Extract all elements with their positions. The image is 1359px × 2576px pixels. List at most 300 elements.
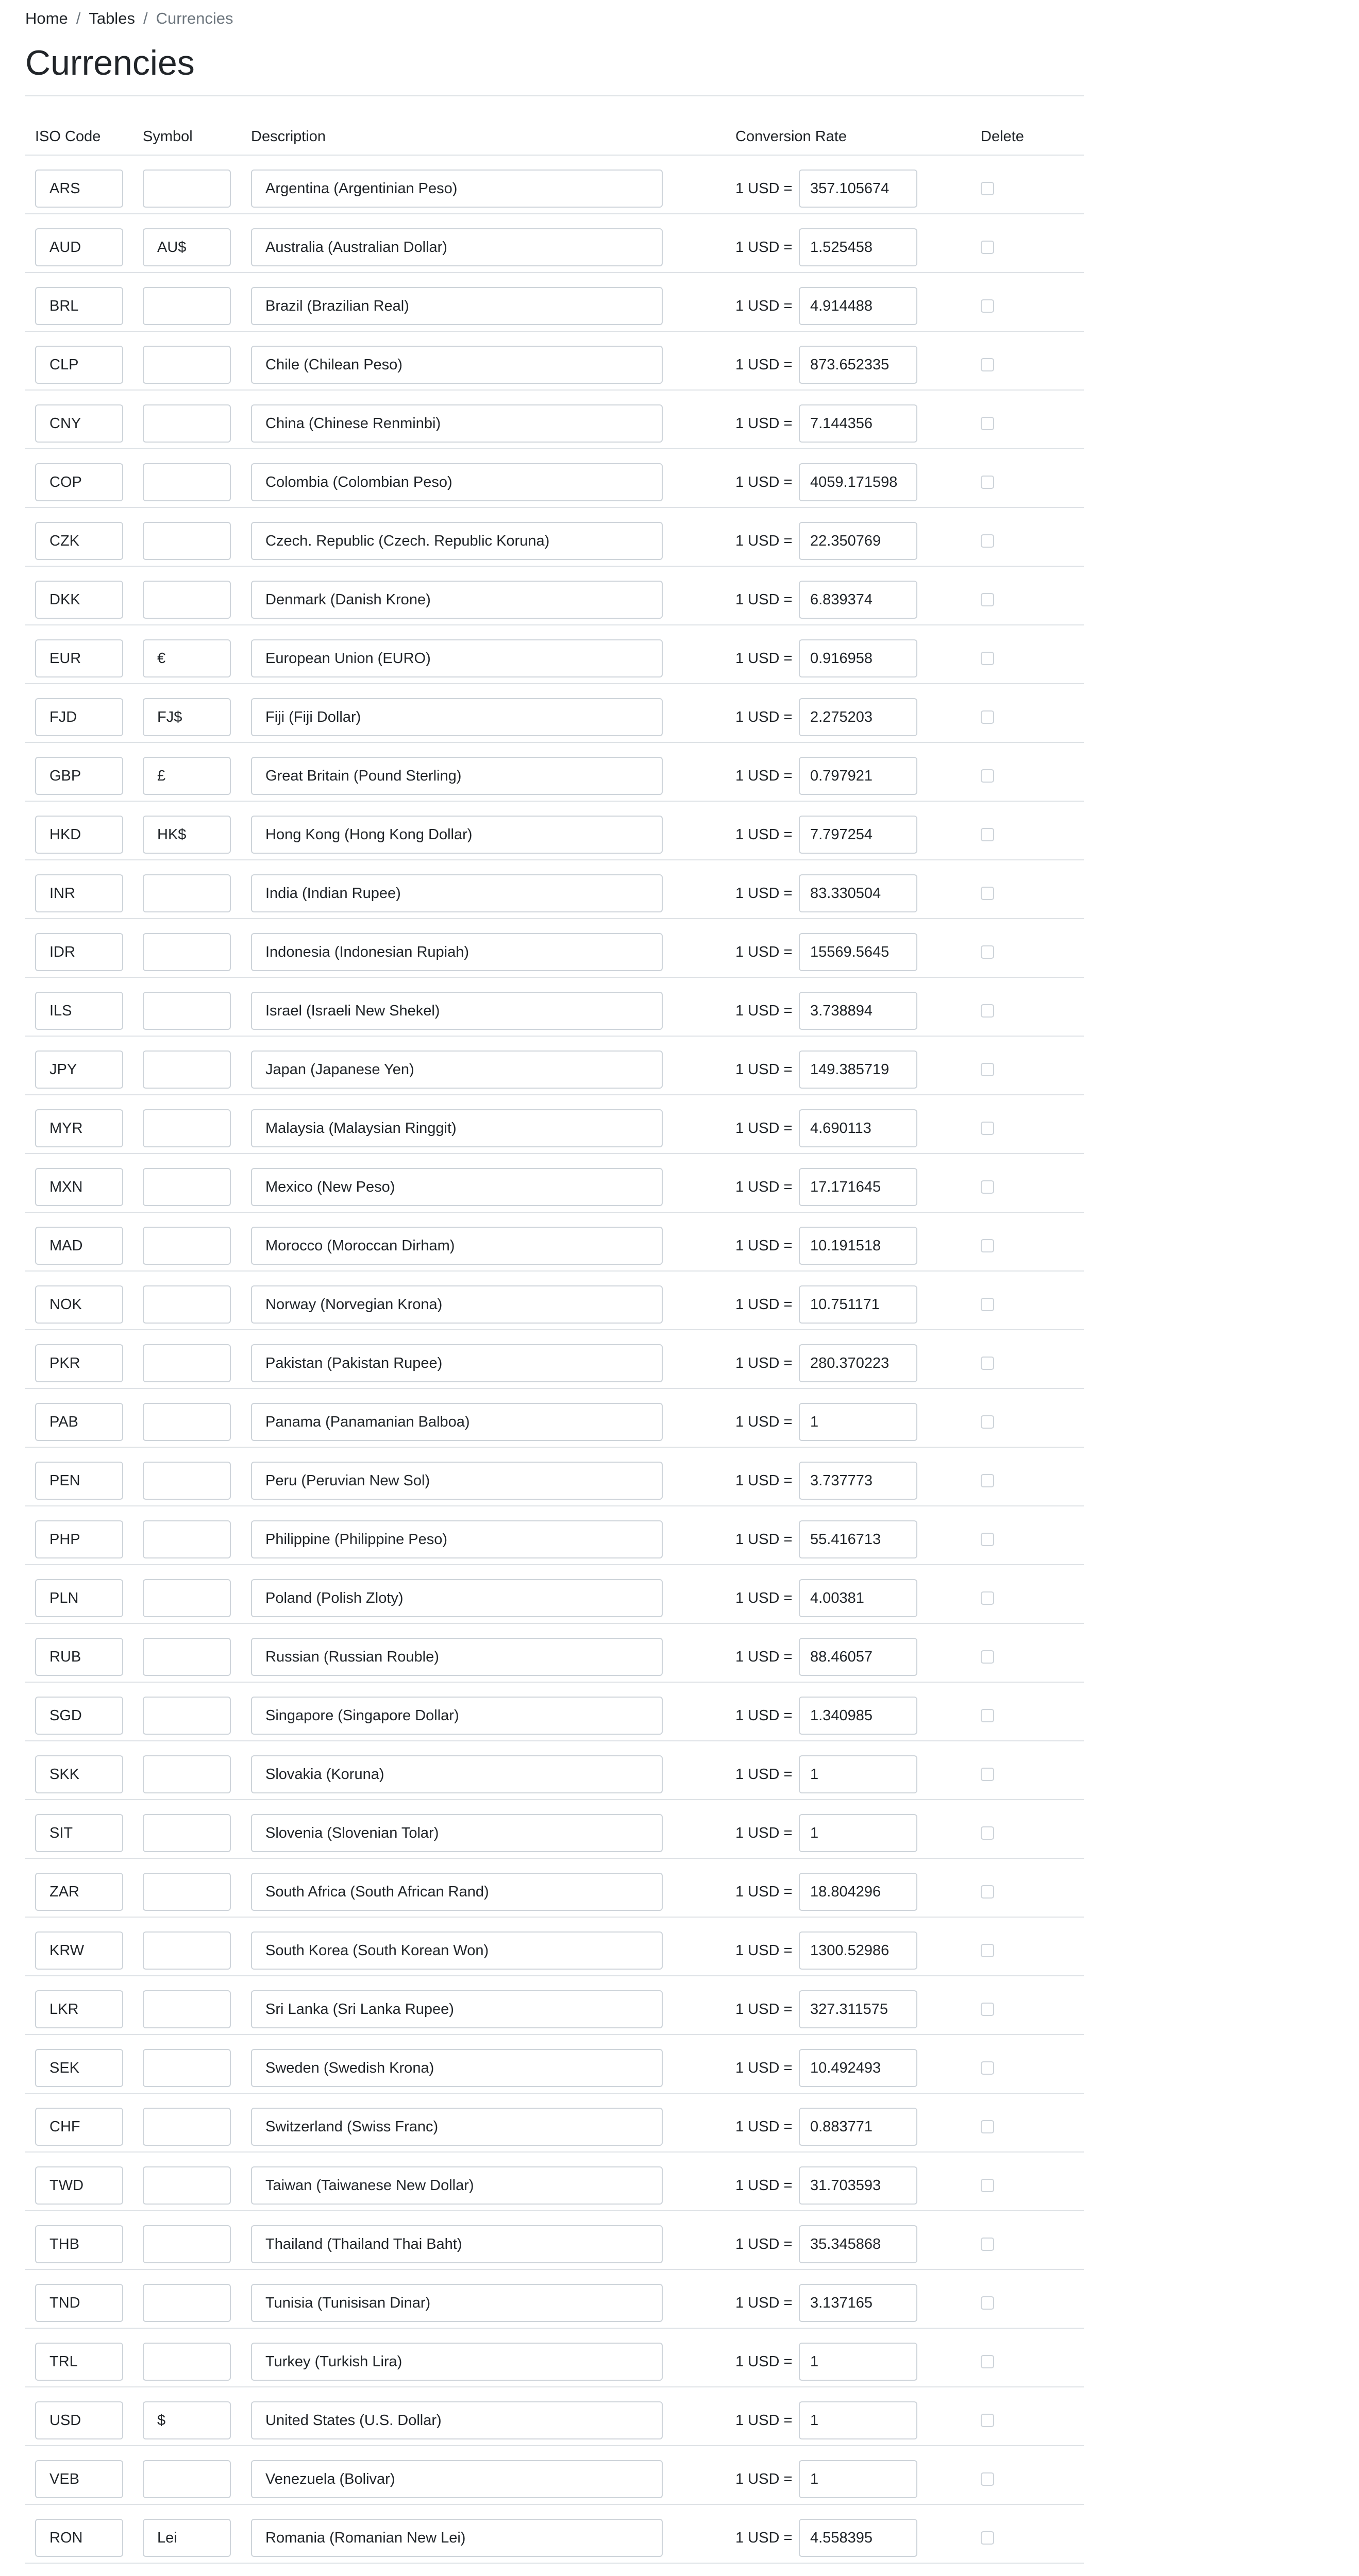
- symbol-input[interactable]: [143, 1873, 231, 1911]
- symbol-input[interactable]: [143, 1227, 231, 1265]
- rate-prefix-label: 1 USD =: [735, 415, 793, 432]
- symbol-input[interactable]: [143, 2108, 231, 2146]
- conversion-rate-input[interactable]: [799, 1579, 917, 1617]
- description-input[interactable]: [251, 874, 663, 912]
- currency-row: [25, 2505, 1084, 2564]
- currency-row: [25, 1506, 1084, 1565]
- description-input[interactable]: [251, 1873, 663, 1911]
- currency-row: [25, 273, 1084, 332]
- iso-code-input[interactable]: [35, 757, 123, 795]
- delete-checkbox[interactable]: [981, 2531, 994, 2545]
- iso-code-input[interactable]: [35, 2049, 123, 2087]
- rate-prefix-label: 1 USD =: [735, 1884, 793, 1900]
- conversion-rate-input[interactable]: [799, 1050, 917, 1089]
- conversion-rate-input[interactable]: [799, 287, 917, 325]
- iso-code-input[interactable]: [35, 1227, 123, 1265]
- currency-row: [25, 391, 1084, 449]
- iso-code-input[interactable]: [35, 346, 123, 384]
- delete-checkbox[interactable]: [981, 1768, 994, 1781]
- currency-row: [25, 567, 1084, 625]
- rate-prefix-label: 1 USD =: [735, 1766, 793, 1783]
- description-input[interactable]: [251, 2225, 663, 2263]
- description-input[interactable]: [251, 992, 663, 1030]
- iso-code-input[interactable]: [35, 1697, 123, 1735]
- symbol-input[interactable]: [143, 2166, 231, 2205]
- description-input[interactable]: [251, 639, 663, 677]
- description-input[interactable]: [251, 1579, 663, 1617]
- currency-row: [25, 2446, 1084, 2505]
- currency-row: [25, 860, 1084, 919]
- description-input[interactable]: [251, 228, 663, 266]
- symbol-input[interactable]: [143, 816, 231, 854]
- iso-code-input[interactable]: [35, 2225, 123, 2263]
- column-header-iso: ISO Code: [35, 128, 101, 145]
- symbol-input[interactable]: [143, 1168, 231, 1206]
- delete-checkbox[interactable]: [981, 2120, 994, 2133]
- description-input[interactable]: [251, 522, 663, 560]
- breadcrumb-current: Currencies: [156, 9, 233, 27]
- delete-checkbox[interactable]: [981, 593, 994, 606]
- rate-prefix-label: 1 USD =: [735, 239, 793, 256]
- description-input[interactable]: [251, 2519, 663, 2557]
- iso-code-input[interactable]: [35, 639, 123, 677]
- conversion-rate-input[interactable]: [799, 1227, 917, 1265]
- delete-checkbox[interactable]: [981, 945, 994, 959]
- rate-prefix-label: 1 USD =: [735, 650, 793, 667]
- description-input[interactable]: [251, 346, 663, 384]
- conversion-rate-input[interactable]: [799, 1638, 917, 1676]
- delete-checkbox[interactable]: [981, 2061, 994, 2075]
- currency-row: [25, 2153, 1084, 2211]
- iso-code-input[interactable]: [35, 816, 123, 854]
- description-input[interactable]: [251, 1755, 663, 1793]
- currency-row: [25, 2094, 1084, 2153]
- delete-checkbox[interactable]: [981, 2179, 994, 2192]
- rate-prefix-label: 1 USD =: [735, 1531, 793, 1548]
- currency-row: [25, 2270, 1084, 2329]
- currency-row: [25, 2387, 1084, 2446]
- conversion-rate-input[interactable]: [799, 1344, 917, 1382]
- description-input[interactable]: [251, 1403, 663, 1441]
- conversion-rate-input[interactable]: [799, 1755, 917, 1793]
- currency-row: [25, 919, 1084, 978]
- iso-code-input[interactable]: [35, 1050, 123, 1089]
- rate-prefix-label: 1 USD =: [735, 1590, 793, 1606]
- conversion-rate-input[interactable]: [799, 581, 917, 619]
- delete-checkbox[interactable]: [981, 1180, 994, 1194]
- conversion-rate-input[interactable]: [799, 874, 917, 912]
- iso-code-input[interactable]: [35, 698, 123, 736]
- currency-row: [25, 1565, 1084, 1624]
- conversion-rate-input[interactable]: [799, 2225, 917, 2263]
- rate-prefix-label: 1 USD =: [735, 1825, 793, 1841]
- description-input[interactable]: [251, 698, 663, 736]
- symbol-input[interactable]: [143, 1931, 231, 1970]
- symbol-input[interactable]: [143, 522, 231, 560]
- delete-checkbox[interactable]: [981, 2003, 994, 2016]
- rate-prefix-label: 1 USD =: [735, 944, 793, 960]
- conversion-rate-input[interactable]: [799, 992, 917, 1030]
- description-input[interactable]: [251, 581, 663, 619]
- iso-code-input[interactable]: [35, 1755, 123, 1793]
- currency-row: [25, 1154, 1084, 1213]
- breadcrumb: [25, 8, 233, 29]
- iso-code-input[interactable]: [35, 2343, 123, 2381]
- delete-checkbox[interactable]: [981, 1591, 994, 1605]
- conversion-rate-input[interactable]: [799, 346, 917, 384]
- conversion-rate-input[interactable]: [799, 2108, 917, 2146]
- rate-prefix-label: 1 USD =: [735, 826, 793, 843]
- description-input[interactable]: [251, 287, 663, 325]
- breadcrumb-home-link[interactable]: Home: [25, 9, 68, 27]
- currency-row: [25, 1859, 1084, 1918]
- symbol-input[interactable]: [143, 1285, 231, 1324]
- iso-code-input[interactable]: [35, 2108, 123, 2146]
- conversion-rate-input[interactable]: [799, 2519, 917, 2557]
- iso-code-input[interactable]: [35, 1520, 123, 1558]
- symbol-input[interactable]: [143, 1814, 231, 1852]
- rate-prefix-label: 1 USD =: [735, 2530, 793, 2546]
- iso-code-input[interactable]: [35, 2519, 123, 2557]
- rate-prefix-label: 1 USD =: [735, 2471, 793, 2487]
- rate-prefix-label: 1 USD =: [735, 2236, 793, 2252]
- delete-checkbox[interactable]: [981, 1650, 994, 1664]
- conversion-rate-input[interactable]: [799, 1109, 917, 1147]
- currency-row: [25, 1800, 1084, 1859]
- delete-checkbox[interactable]: [981, 182, 994, 195]
- iso-code-input[interactable]: [35, 228, 123, 266]
- symbol-input[interactable]: [143, 1520, 231, 1558]
- delete-checkbox[interactable]: [981, 887, 994, 900]
- breadcrumb-tables-link[interactable]: Tables: [89, 9, 135, 27]
- rate-prefix-label: 1 USD =: [735, 1707, 793, 1724]
- iso-code-input[interactable]: [35, 2166, 123, 2205]
- iso-code-input[interactable]: [35, 581, 123, 619]
- symbol-input[interactable]: [143, 698, 231, 736]
- rate-prefix-label: 1 USD =: [735, 709, 793, 725]
- currency-row: [25, 332, 1084, 391]
- iso-code-input[interactable]: [35, 1462, 123, 1500]
- symbol-input[interactable]: [143, 1050, 231, 1089]
- currency-row: [25, 978, 1084, 1037]
- delete-checkbox[interactable]: [981, 1826, 994, 1840]
- iso-code-input[interactable]: [35, 1990, 123, 2028]
- conversion-rate-input[interactable]: [799, 1403, 917, 1441]
- currency-row: [25, 1683, 1084, 1741]
- conversion-rate-input[interactable]: [799, 228, 917, 266]
- iso-code-input[interactable]: [35, 2284, 123, 2322]
- rate-prefix-label: 1 USD =: [735, 1003, 793, 1019]
- description-input[interactable]: [251, 1931, 663, 1970]
- conversion-rate-input[interactable]: [799, 404, 917, 443]
- symbol-input[interactable]: [143, 1990, 231, 2028]
- description-input[interactable]: [251, 1990, 663, 2028]
- conversion-rate-input[interactable]: [799, 1285, 917, 1324]
- delete-checkbox[interactable]: [981, 534, 994, 548]
- delete-checkbox[interactable]: [981, 1533, 994, 1546]
- symbol-input[interactable]: [143, 1109, 231, 1147]
- delete-checkbox[interactable]: [981, 1004, 994, 1018]
- rate-prefix-label: 1 USD =: [735, 1238, 793, 1254]
- symbol-input[interactable]: [143, 1462, 231, 1500]
- conversion-rate-input[interactable]: [799, 1814, 917, 1852]
- currency-row: [25, 1741, 1084, 1800]
- rate-prefix-label: 1 USD =: [735, 1472, 793, 1489]
- symbol-input[interactable]: [143, 228, 231, 266]
- currency-row: [25, 1272, 1084, 1330]
- description-input[interactable]: [251, 2401, 663, 2439]
- currency-row: [25, 1037, 1084, 1095]
- conversion-rate-input[interactable]: [799, 2284, 917, 2322]
- rate-prefix-label: 1 USD =: [735, 2060, 793, 2076]
- rate-prefix-label: 1 USD =: [735, 1120, 793, 1137]
- conversion-rate-input[interactable]: [799, 2401, 917, 2439]
- iso-code-input[interactable]: [35, 1638, 123, 1676]
- symbol-input[interactable]: [143, 287, 231, 325]
- conversion-rate-input[interactable]: [799, 2460, 917, 2498]
- delete-checkbox[interactable]: [981, 1357, 994, 1370]
- delete-checkbox[interactable]: [981, 1709, 994, 1722]
- iso-code-input[interactable]: [35, 1168, 123, 1206]
- description-input[interactable]: [251, 1814, 663, 1852]
- rate-prefix-label: 1 USD =: [735, 1649, 793, 1665]
- description-input[interactable]: [251, 2343, 663, 2381]
- conversion-rate-input[interactable]: [799, 170, 917, 208]
- symbol-input[interactable]: [143, 2401, 231, 2439]
- column-header-rate: Conversion Rate: [735, 128, 847, 145]
- delete-checkbox[interactable]: [981, 299, 994, 313]
- description-input[interactable]: [251, 404, 663, 443]
- rate-prefix-label: 1 USD =: [735, 533, 793, 549]
- iso-code-input[interactable]: [35, 1873, 123, 1911]
- description-input[interactable]: [251, 933, 663, 971]
- symbol-input[interactable]: [143, 874, 231, 912]
- iso-code-input[interactable]: [35, 874, 123, 912]
- currency-row: [25, 1330, 1084, 1389]
- rate-prefix-label: 1 USD =: [735, 2353, 793, 2370]
- delete-checkbox[interactable]: [981, 2472, 994, 2486]
- symbol-input[interactable]: [143, 2519, 231, 2557]
- currency-row: [25, 156, 1084, 214]
- description-input[interactable]: [251, 1168, 663, 1206]
- description-input[interactable]: [251, 2049, 663, 2087]
- delete-checkbox[interactable]: [981, 1298, 994, 1311]
- delete-checkbox[interactable]: [981, 1474, 994, 1487]
- iso-code-input[interactable]: [35, 287, 123, 325]
- delete-checkbox[interactable]: [981, 358, 994, 371]
- symbol-input[interactable]: [143, 404, 231, 443]
- description-input[interactable]: [251, 1109, 663, 1147]
- title-divider: [25, 95, 1084, 96]
- symbol-input[interactable]: [143, 1755, 231, 1793]
- iso-code-input[interactable]: [35, 2401, 123, 2439]
- currency-row: [25, 625, 1084, 684]
- iso-code-input[interactable]: [35, 2460, 123, 2498]
- delete-checkbox[interactable]: [981, 1063, 994, 1076]
- iso-code-input[interactable]: [35, 1109, 123, 1147]
- delete-checkbox[interactable]: [981, 1122, 994, 1135]
- currency-row: [25, 1389, 1084, 1448]
- symbol-input[interactable]: [143, 2284, 231, 2322]
- description-input[interactable]: [251, 1344, 663, 1382]
- conversion-rate-input[interactable]: [799, 522, 917, 560]
- iso-code-input[interactable]: [35, 1403, 123, 1441]
- delete-checkbox[interactable]: [981, 2414, 994, 2427]
- delete-checkbox[interactable]: [981, 2296, 994, 2310]
- rate-prefix-label: 1 USD =: [735, 1061, 793, 1078]
- symbol-input[interactable]: [143, 2343, 231, 2381]
- description-input[interactable]: [251, 1520, 663, 1558]
- currency-row: [25, 508, 1084, 567]
- conversion-rate-input[interactable]: [799, 757, 917, 795]
- conversion-rate-input[interactable]: [799, 1168, 917, 1206]
- iso-code-input[interactable]: [35, 992, 123, 1030]
- symbol-input[interactable]: [143, 170, 231, 208]
- iso-code-input[interactable]: [35, 1285, 123, 1324]
- delete-checkbox[interactable]: [981, 710, 994, 724]
- iso-code-input[interactable]: [35, 1579, 123, 1617]
- symbol-input[interactable]: [143, 1638, 231, 1676]
- symbol-input[interactable]: [143, 992, 231, 1030]
- conversion-rate-input[interactable]: [799, 2166, 917, 2205]
- rate-prefix-label: 1 USD =: [735, 1942, 793, 1959]
- conversion-rate-input[interactable]: [799, 816, 917, 854]
- currency-row: [25, 1976, 1084, 2035]
- conversion-rate-input[interactable]: [799, 463, 917, 501]
- currency-row: [25, 2035, 1084, 2094]
- symbol-input[interactable]: [143, 1697, 231, 1735]
- iso-code-input[interactable]: [35, 1814, 123, 1852]
- currency-row: [25, 684, 1084, 743]
- description-input[interactable]: [251, 170, 663, 208]
- conversion-rate-input[interactable]: [799, 1462, 917, 1500]
- symbol-input[interactable]: [143, 2460, 231, 2498]
- description-input[interactable]: [251, 2284, 663, 2322]
- delete-checkbox[interactable]: [981, 652, 994, 665]
- column-header-symbol: Symbol: [143, 128, 193, 145]
- currency-row: [25, 802, 1084, 860]
- conversion-rate-input[interactable]: [799, 698, 917, 736]
- delete-checkbox[interactable]: [981, 1885, 994, 1899]
- symbol-input[interactable]: [143, 639, 231, 677]
- description-input[interactable]: [251, 816, 663, 854]
- description-input[interactable]: [251, 1462, 663, 1500]
- page-title: Currencies: [25, 43, 195, 82]
- currency-row: [25, 743, 1084, 802]
- description-input[interactable]: [251, 463, 663, 501]
- iso-code-input[interactable]: [35, 463, 123, 501]
- description-input[interactable]: [251, 2108, 663, 2146]
- symbol-input[interactable]: [143, 581, 231, 619]
- currency-row: [25, 1095, 1084, 1154]
- rate-prefix-label: 1 USD =: [735, 1179, 793, 1195]
- column-header-description: Description: [251, 128, 326, 145]
- breadcrumb-separator: /: [143, 9, 148, 27]
- iso-code-input[interactable]: [35, 1344, 123, 1382]
- currency-row: [25, 1918, 1084, 1976]
- delete-checkbox[interactable]: [981, 417, 994, 430]
- description-input[interactable]: [251, 1638, 663, 1676]
- symbol-input[interactable]: [143, 933, 231, 971]
- delete-checkbox[interactable]: [981, 476, 994, 489]
- currency-row: [25, 2564, 1084, 2576]
- currency-row: [25, 1213, 1084, 1272]
- conversion-rate-input[interactable]: [799, 1697, 917, 1735]
- description-input[interactable]: [251, 1697, 663, 1735]
- iso-code-input[interactable]: [35, 1931, 123, 1970]
- rate-prefix-label: 1 USD =: [735, 1355, 793, 1371]
- currency-row: [25, 1624, 1084, 1683]
- conversion-rate-input[interactable]: [799, 1873, 917, 1911]
- symbol-input[interactable]: [143, 757, 231, 795]
- rate-prefix-label: 1 USD =: [735, 357, 793, 373]
- conversion-rate-input[interactable]: [799, 639, 917, 677]
- currency-row: [25, 449, 1084, 508]
- symbol-input[interactable]: [143, 1344, 231, 1382]
- rate-prefix-label: 1 USD =: [735, 298, 793, 314]
- conversion-rate-input[interactable]: [799, 2343, 917, 2381]
- symbol-input[interactable]: [143, 2049, 231, 2087]
- iso-code-input[interactable]: [35, 404, 123, 443]
- delete-checkbox[interactable]: [981, 2355, 994, 2368]
- description-input[interactable]: [251, 1285, 663, 1324]
- description-input[interactable]: [251, 2460, 663, 2498]
- rate-prefix-label: 1 USD =: [735, 2119, 793, 2135]
- symbol-input[interactable]: [143, 463, 231, 501]
- currency-row: [25, 214, 1084, 273]
- delete-checkbox[interactable]: [981, 828, 994, 841]
- description-input[interactable]: [251, 757, 663, 795]
- conversion-rate-input[interactable]: [799, 1990, 917, 2028]
- delete-checkbox[interactable]: [981, 1239, 994, 1252]
- rate-prefix-label: 1 USD =: [735, 2001, 793, 2018]
- conversion-rate-input[interactable]: [799, 1520, 917, 1558]
- delete-checkbox[interactable]: [981, 769, 994, 783]
- conversion-rate-input[interactable]: [799, 933, 917, 971]
- breadcrumb-separator: /: [76, 9, 81, 27]
- rate-prefix-label: 1 USD =: [735, 2412, 793, 2429]
- delete-checkbox[interactable]: [981, 2238, 994, 2251]
- delete-checkbox[interactable]: [981, 241, 994, 254]
- symbol-input[interactable]: [143, 2225, 231, 2263]
- symbol-input[interactable]: [143, 1403, 231, 1441]
- iso-code-input[interactable]: [35, 522, 123, 560]
- delete-checkbox[interactable]: [981, 1944, 994, 1957]
- conversion-rate-input[interactable]: [799, 1931, 917, 1970]
- description-input[interactable]: [251, 1050, 663, 1089]
- conversion-rate-input[interactable]: [799, 2049, 917, 2087]
- rate-prefix-label: 1 USD =: [735, 1414, 793, 1430]
- rate-prefix-label: 1 USD =: [735, 180, 793, 197]
- rate-prefix-label: 1 USD =: [735, 1296, 793, 1313]
- symbol-input[interactable]: [143, 1579, 231, 1617]
- rate-prefix-label: 1 USD =: [735, 2177, 793, 2194]
- rate-prefix-label: 1 USD =: [735, 768, 793, 784]
- rate-prefix-label: 1 USD =: [735, 2295, 793, 2311]
- iso-code-input[interactable]: [35, 933, 123, 971]
- column-header-delete: Delete: [981, 128, 1024, 145]
- description-input[interactable]: [251, 2166, 663, 2205]
- iso-code-input[interactable]: [35, 170, 123, 208]
- currency-row: [25, 1448, 1084, 1506]
- rate-prefix-label: 1 USD =: [735, 591, 793, 608]
- currency-row: [25, 2329, 1084, 2387]
- symbol-input[interactable]: [143, 346, 231, 384]
- currency-row: [25, 2211, 1084, 2270]
- rate-prefix-label: 1 USD =: [735, 885, 793, 902]
- description-input[interactable]: [251, 1227, 663, 1265]
- delete-checkbox[interactable]: [981, 1415, 994, 1429]
